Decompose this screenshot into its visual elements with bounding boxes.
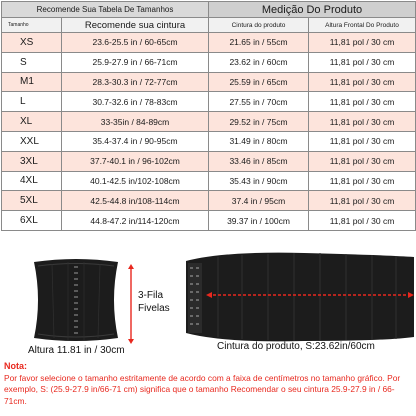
- front-height-cell: 11,81 pol / 30 cm: [309, 151, 416, 171]
- front-height-cell: 11,81 pol / 30 cm: [309, 92, 416, 112]
- size-cell: M1: [2, 72, 62, 92]
- product-waist-cell: 39.37 in / 100cm: [209, 211, 309, 231]
- front-height-cell: 11,81 pol / 30 cm: [309, 131, 416, 151]
- height-arrow-icon: [127, 264, 135, 344]
- front-height-cell: 11,81 pol / 30 cm: [309, 52, 416, 72]
- product-waist-cell: 21.65 in / 55cm: [209, 33, 309, 53]
- table-row: [2, 33, 416, 53]
- recommended-waist-cell: 28.3-30.3 in / 72-77cm: [62, 72, 209, 92]
- table-column-header-row: [2, 18, 416, 33]
- size-cell: XL: [2, 112, 62, 132]
- size-cell: 5XL: [2, 191, 62, 211]
- front-height-cell: 11,81 pol / 30 cm: [309, 112, 416, 132]
- front-height-cell: 11,81 pol / 30 cm: [309, 33, 416, 53]
- col-header-product-waist: Cintura do produto: [209, 18, 309, 33]
- col-header-front-height: Altura Frontal Do Produto: [309, 18, 416, 33]
- front-height-cell: 11,81 pol / 30 cm: [309, 171, 416, 191]
- size-cell: 4XL: [2, 171, 62, 191]
- size-cell: XS: [2, 33, 62, 53]
- size-cell: 3XL: [2, 151, 62, 171]
- product-waist-cell: 25.59 in / 65cm: [209, 72, 309, 92]
- product-waist-cell: 37.4 in / 95cm: [209, 191, 309, 211]
- table-row: [2, 92, 416, 112]
- product-waist-cell: 33.46 in / 85cm: [209, 151, 309, 171]
- recommended-waist-cell: 23.6-25.5 in / 60-65cm: [62, 33, 209, 53]
- table-row: [2, 171, 416, 191]
- size-cell: L: [2, 92, 62, 112]
- recommended-waist-cell: 40.1-42.5 in/102-108cm: [62, 171, 209, 191]
- table-row: [2, 52, 416, 72]
- size-chart-table: [1, 1, 416, 231]
- table-row: [2, 72, 416, 92]
- recommend-size-header: Recomende Sua Tabela De Tamanhos: [2, 2, 209, 18]
- hook-rows-label-line1: 3-Fila: [138, 290, 164, 301]
- table-row: [2, 211, 416, 231]
- size-note: [4, 361, 414, 407]
- recommended-waist-cell: 42.5-44.8 in/108-114cm: [62, 191, 209, 211]
- size-cell: XXL: [2, 131, 62, 151]
- height-label: Altura 11.81 in / 30cm: [28, 345, 125, 356]
- product-measurement-header: Medição Do Produto: [209, 2, 416, 18]
- note-title: Nota:: [4, 361, 27, 371]
- table-row: [2, 112, 416, 132]
- recommended-waist-cell: 30.7-32.6 in / 78-83cm: [62, 92, 209, 112]
- table-row: [2, 131, 416, 151]
- col-header-recommended-waist: Recomende sua cintura: [62, 18, 209, 33]
- product-waist-cell: 23.62 in / 60cm: [209, 52, 309, 72]
- recommended-waist-cell: 37.7-40.1 in / 96-102cm: [62, 151, 209, 171]
- recommended-waist-cell: 25.9-27.9 in / 66-71cm: [62, 52, 209, 72]
- note-text: Por favor selecione o tamanho estritamente de acordo com a faixa de centímetros no tamanho gráfico. Por exemplo, S: (25.9-27.9 in/66-71 cm) significa que o tamanho Recomendar o seu cintura 25.9-27.9 in / 66-71cm.: [4, 372, 401, 406]
- recommended-waist-cell: 44.8-47.2 in/114-120cm: [62, 211, 209, 231]
- front-height-cell: 11,81 pol / 30 cm: [309, 211, 416, 231]
- product-illustration-area: [0, 244, 416, 361]
- size-cell: S: [2, 52, 62, 72]
- product-waist-cell: 35.43 in / 90cm: [209, 171, 309, 191]
- product-waist-cell: 29.52 in / 75cm: [209, 112, 309, 132]
- corset-flat-image: [184, 249, 416, 345]
- table-row: [2, 151, 416, 171]
- corset-front-image: [30, 256, 122, 344]
- front-height-cell: 11,81 pol / 30 cm: [309, 72, 416, 92]
- table-row: [2, 191, 416, 211]
- product-waist-cell: 31.49 in / 80cm: [209, 131, 309, 151]
- hook-rows-label-line2: Fivelas: [138, 303, 170, 314]
- size-cell: 6XL: [2, 211, 62, 231]
- table-header-group-row: [2, 2, 416, 18]
- recommended-waist-cell: 33-35in / 84-89cm: [62, 112, 209, 132]
- hook-rows-label: [138, 289, 170, 315]
- product-waist-cell: 27.55 in / 70cm: [209, 92, 309, 112]
- col-header-size: Tamanho: [2, 18, 62, 33]
- front-height-cell: 11,81 pol / 30 cm: [309, 191, 416, 211]
- recommended-waist-cell: 35.4-37.4 in / 90-95cm: [62, 131, 209, 151]
- product-waist-label: Cintura do produto, S:23.62in/60cm: [217, 341, 375, 352]
